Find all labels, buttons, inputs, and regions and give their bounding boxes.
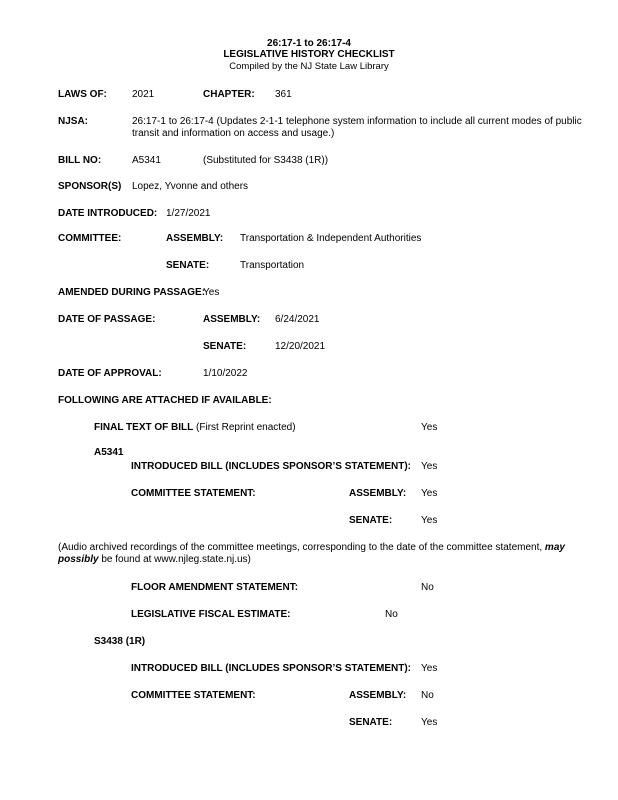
- passage-assembly-label: ASSEMBLY:: [203, 314, 261, 325]
- audio-note: [58, 542, 588, 566]
- s-committee-assembly-label: ASSEMBLY:: [349, 690, 407, 701]
- fiscal-estimate-label: LEGISLATIVE FISCAL ESTIMATE:: [131, 609, 291, 620]
- final-text-label: FINAL TEXT OF BILL: [94, 422, 194, 433]
- passage-assembly-value: 6/24/2021: [275, 314, 320, 325]
- a-committee-assembly-label: ASSEMBLY:: [349, 488, 407, 499]
- committee-senate-label: SENATE:: [166, 260, 210, 271]
- chapter-value: 361: [275, 89, 292, 100]
- njsa-label: NJSA:: [58, 116, 89, 127]
- s-committee-label: COMMITTEE STATEMENT:: [131, 690, 256, 701]
- date-of-approval-value: 1/10/2022: [203, 368, 248, 379]
- audio-note-emphasis: may possibly: [58, 542, 565, 565]
- final-text-note: (First Reprint enacted): [196, 422, 296, 433]
- passage-senate-label: SENATE:: [203, 341, 247, 352]
- a-committee-assembly-value: Yes: [421, 488, 438, 499]
- audio-note-part2: be found at www.njleg.state.nj.us): [101, 554, 251, 565]
- passage-senate-value: 12/20/2021: [275, 341, 326, 352]
- date-introduced-value: 1/27/2021: [166, 208, 211, 219]
- s-committee-assembly-value: No: [421, 690, 434, 701]
- bill-no-note: (Substituted for S3438 (1R)): [203, 155, 329, 166]
- a-bill-id: A5341: [94, 447, 124, 458]
- compiled-by: Compiled by the NJ State Law Library: [229, 61, 389, 72]
- citation-heading: 26:17-1 to 26:17-4: [267, 38, 351, 49]
- s-introduced-label: INTRODUCED BILL (INCLUDES SPONSOR’S STATEMENT):: [131, 663, 411, 674]
- final-text-row: [94, 422, 296, 434]
- amended-value: Yes: [203, 287, 220, 298]
- bill-no-label: BILL NO:: [58, 155, 102, 166]
- document-title: LEGISLATIVE HISTORY CHECKLIST: [223, 49, 395, 60]
- a-committee-senate-value: Yes: [421, 515, 438, 526]
- s-introduced-value: Yes: [421, 663, 438, 674]
- audio-note-part1: (Audio archived recordings of the committee meetings, corresponding to the date of the committee statement,: [58, 542, 543, 553]
- s-bill-id: S3438 (1R): [94, 636, 146, 647]
- laws-of-label: LAWS OF:: [58, 89, 107, 100]
- committee-senate-value: Transportation: [240, 260, 305, 271]
- chapter-label: CHAPTER:: [203, 89, 255, 100]
- a-committee-label: COMMITTEE STATEMENT:: [131, 488, 256, 499]
- bill-no-value: A5341: [132, 155, 161, 166]
- committee-assembly-value: Transportation & Independent Authorities: [240, 233, 422, 244]
- date-of-approval-label: DATE OF APPROVAL:: [58, 368, 162, 379]
- committee-label: COMMITTEE:: [58, 233, 122, 244]
- sponsors-label: SPONSOR(S): [58, 181, 122, 192]
- s-committee-senate-label: SENATE:: [349, 717, 393, 728]
- sponsors-value: Lopez, Yvonne and others: [132, 181, 249, 192]
- a-introduced-label: INTRODUCED BILL (INCLUDES SPONSOR’S STATEMENT):: [131, 461, 411, 472]
- date-of-passage-label: DATE OF PASSAGE:: [58, 314, 156, 325]
- njsa-value: 26:17-1 to 26:17-4 (Updates 2-1-1 telephone system information to include all current modes of public transit and information on access and usage.): [132, 116, 582, 139]
- final-text-value: Yes: [421, 422, 438, 433]
- laws-of-value: 2021: [132, 89, 155, 100]
- fiscal-estimate-value: No: [385, 609, 398, 620]
- attached-heading: FOLLOWING ARE ATTACHED IF AVAILABLE:: [58, 395, 272, 406]
- floor-amendment-label: FLOOR AMENDMENT STATEMENT:: [131, 582, 299, 593]
- s-committee-senate-value: Yes: [421, 717, 438, 728]
- a-introduced-value: Yes: [421, 461, 438, 472]
- committee-assembly-label: ASSEMBLY:: [166, 233, 224, 244]
- floor-amendment-value: No: [421, 582, 434, 593]
- date-introduced-label: DATE INTRODUCED:: [58, 208, 158, 219]
- amended-label: AMENDED DURING PASSAGE:: [58, 287, 206, 298]
- a-committee-senate-label: SENATE:: [349, 515, 393, 526]
